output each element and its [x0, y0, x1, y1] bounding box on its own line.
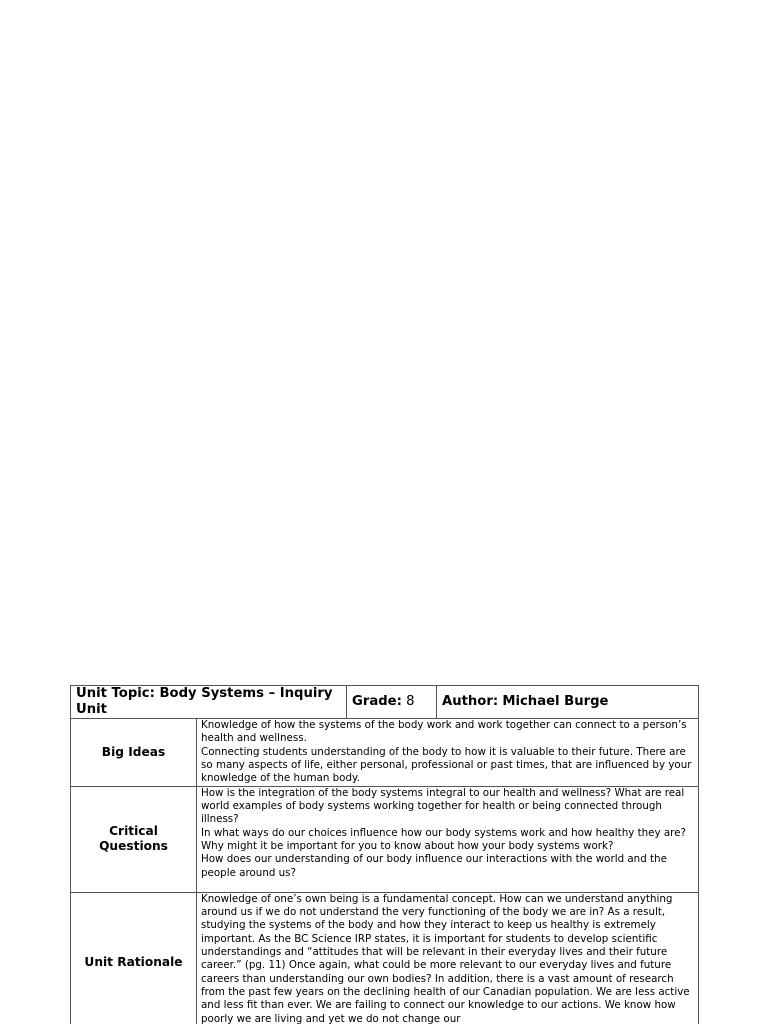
- unit-rationale-row: [71, 892, 699, 1024]
- critical-questions-label: Critical Questions: [71, 786, 197, 892]
- big-ideas-content: [197, 719, 699, 787]
- critical-question: How does our understanding of our body influence our interactions with the world and the people around us?: [201, 853, 667, 879]
- critical-questions-row: [71, 786, 699, 892]
- big-ideas-label: Big Ideas: [71, 719, 197, 787]
- unit-rationale-content: [197, 892, 699, 1024]
- grade-cell: [347, 686, 437, 719]
- unit-rationale-text-box: [201, 893, 694, 1024]
- grade-label: Grade:: [352, 694, 402, 709]
- critical-questions-content: [197, 786, 699, 892]
- unit-rationale-text: Knowledge of one’s own being is a fundamental concept. How can we understand anything around us if we do not understand the very functioning of the body we are in? As a result, studying the systems of the body and how they interact to keep us healthy is extremely important. As the BC Science IRP states, it is important for students to develop scientific understandings and “attitudes that will be relevant in their everyday lives and their future career.” (pg. 11) Once again, what could be more relevant to our everyday lives and future careers than understanding our own bodies? In addition, there is a vast amount of research from the past few years on the declining health of our Canadian population. We are less active and less fit than ever. We are failing to connect our knowledge to our actions. We know how poorly we are living and yet we do not change our: [201, 892, 690, 1024]
- big-ideas-paragraph: Knowledge of how the systems of the body work and work together can connect to a person’s health and wellness.: [201, 719, 687, 745]
- unit-rationale-label: Unit Rationale: [71, 892, 197, 1024]
- grade-value: 8: [406, 694, 415, 709]
- critical-question: In what ways do our choices influence how our body systems work and how healthy they are?: [201, 826, 686, 839]
- big-ideas-row: [71, 719, 699, 787]
- unit-plan-table: [70, 685, 699, 1024]
- author-cell: [437, 686, 699, 719]
- critical-question: How is the integration of the body systems integral to our health and wellness? What are real world examples of body systems working together for health or being connected through illness?: [201, 786, 685, 826]
- unit-topic: Unit Topic: Body Systems – Inquiry Unit: [76, 686, 333, 717]
- big-ideas-paragraph: Connecting students understanding of the body to how it is valuable to their future. There are so many aspects of life, either personal, professional or past times, that are influenced by your knowledge of the human body.: [201, 745, 692, 785]
- critical-question: Why might it be important for you to know about how your body systems work?: [201, 840, 614, 853]
- author-value: Michael Burge: [502, 694, 609, 709]
- unit-topic-cell: [71, 686, 347, 719]
- author-label: Author:: [442, 694, 499, 709]
- header-row: [71, 686, 699, 719]
